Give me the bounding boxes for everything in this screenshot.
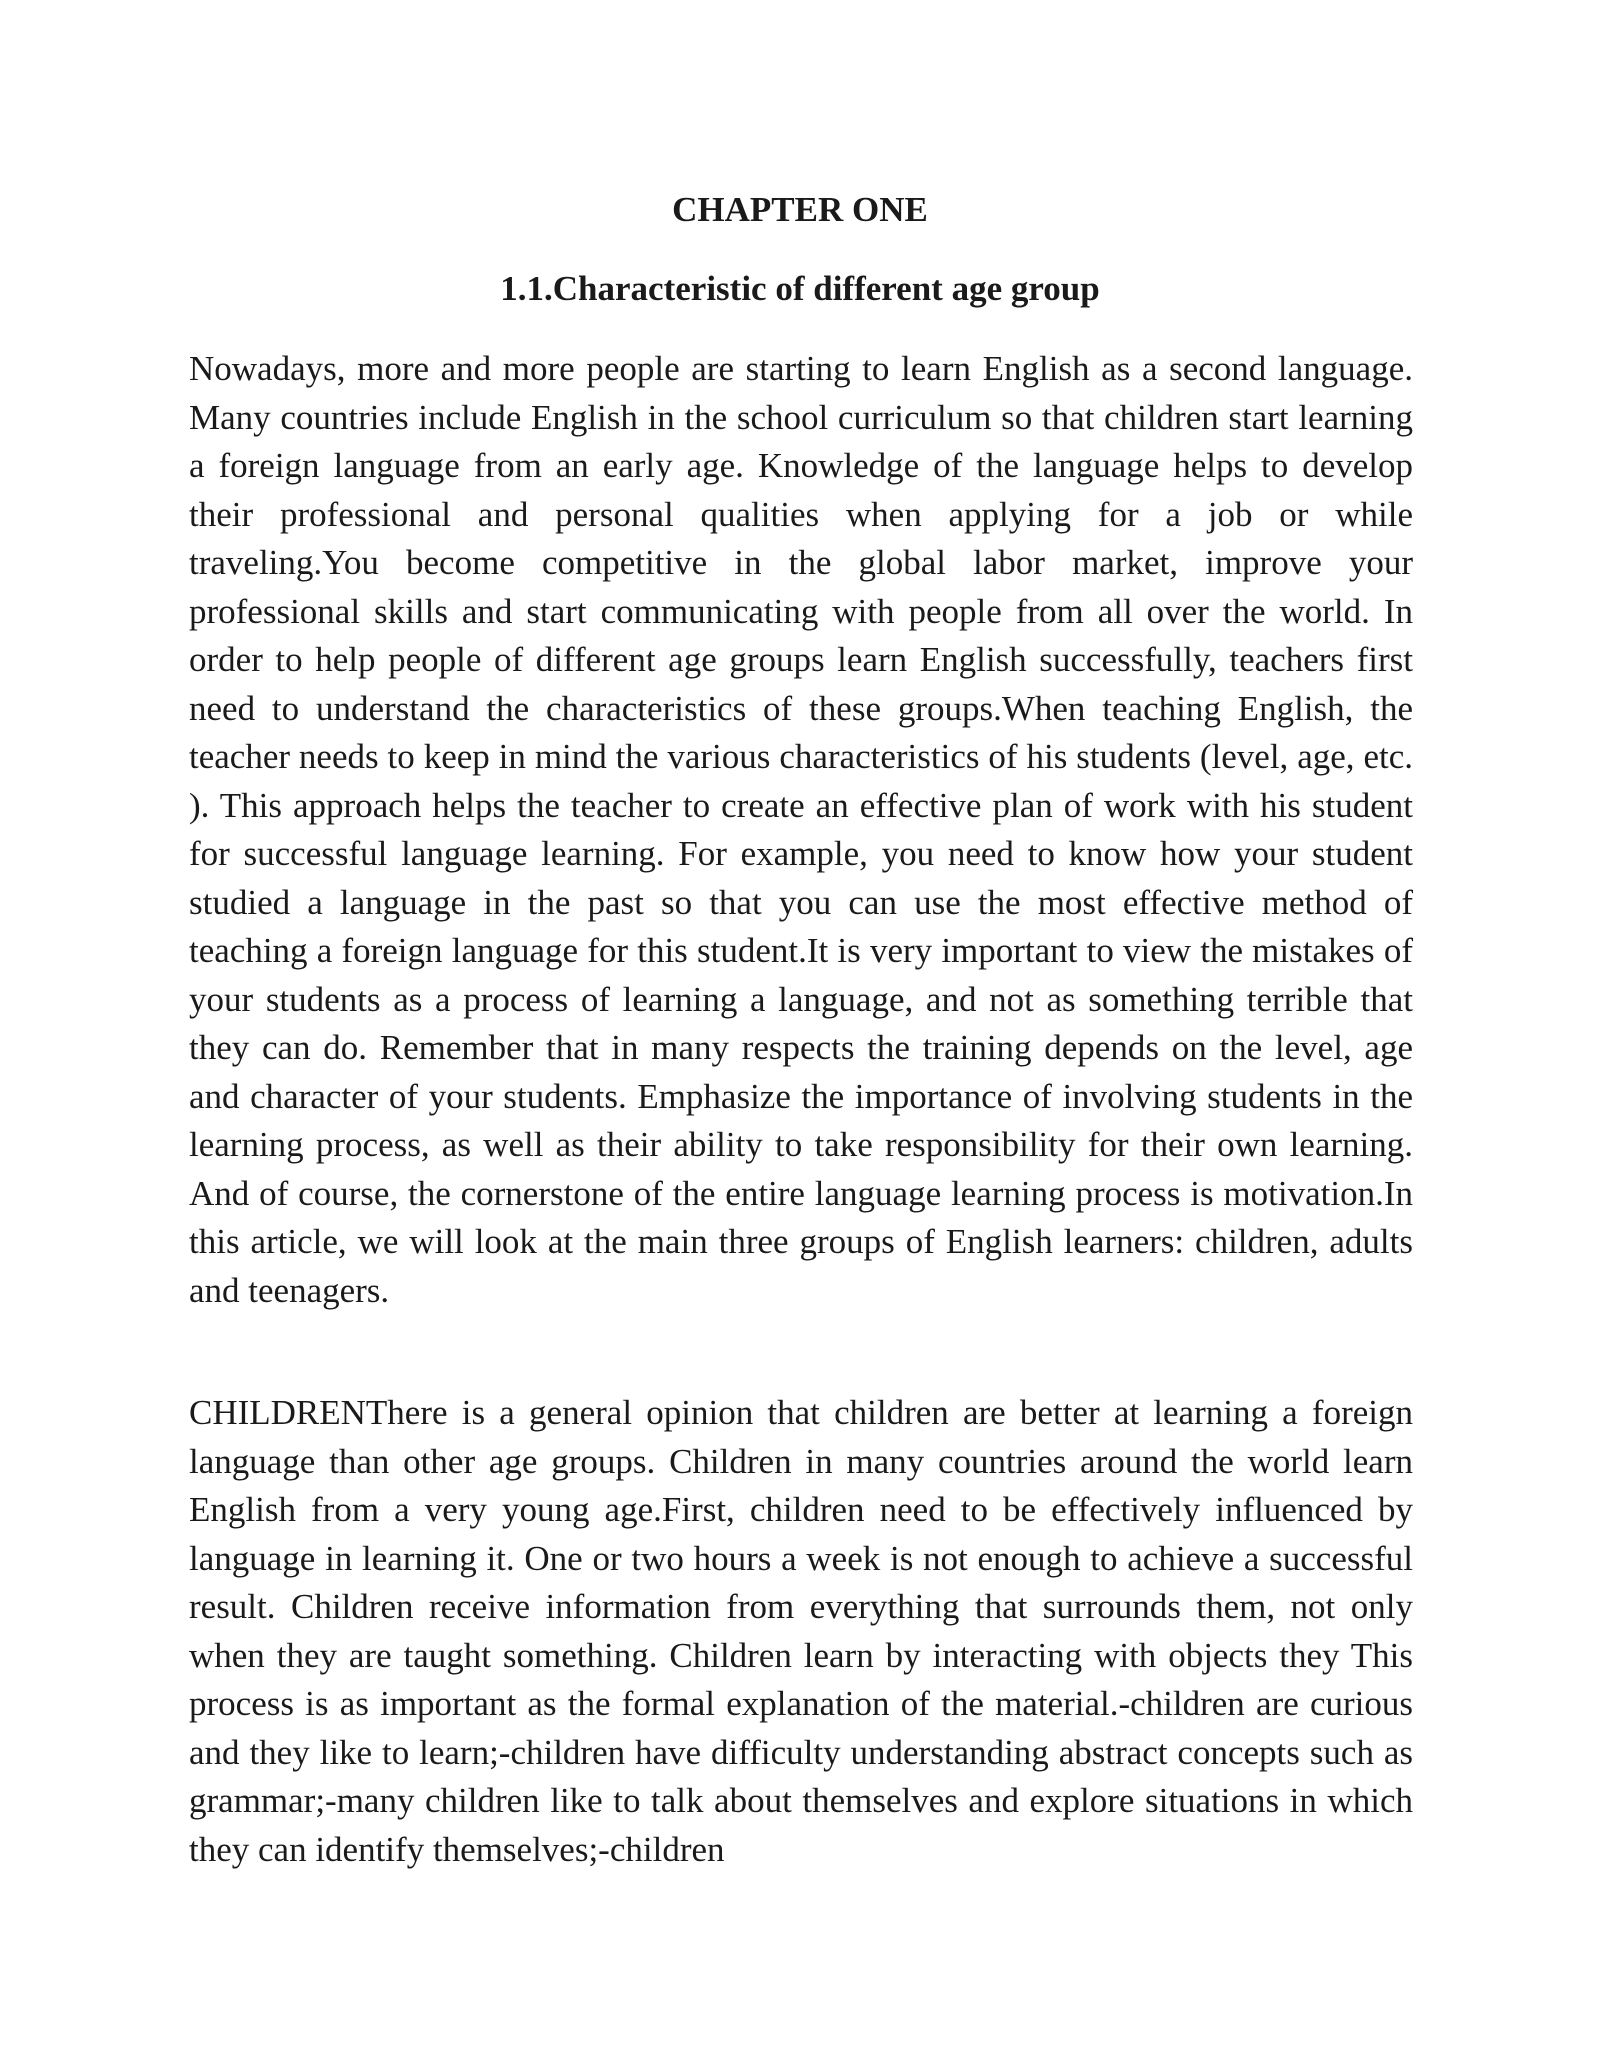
section-heading: 1.1.Characteristic of different age group xyxy=(500,269,1100,308)
paragraph-intro: Nowadays, more and more people are starting to learn English as a second language. Many countries include English in the school curriculum so that children start learning a foreign language from an early age. Knowledge of the language helps to develop their professional and personal qualities when applying for a job or while traveling.You become competitive in the global labor market, improve your professional skills and start communicating with people from all over the world. In order to help people of different age groups learn English successfully, teachers first need to understand the characteristics of these groups.When teaching English, the teacher needs to keep in mind the various characteristics of his students (level, age, etc. ). This approach helps the teacher to create an effective plan of work with his student for successful language learning. For example, you need to know how your student studied a language in the past so that you can use the most effective method of teaching a foreign language for this student.It is very important to view the mistakes of your students as a process of learning a language, and not as something terrible that they can do. Remember that in many respects the training depends on the level, age and character of your students. Emphasize the importance of involving students in the learning process, as well as their ability to take responsibility for their own learning. And of course, the cornerstone of the entire language learning process is motivation.In this article, we will look at the main three groups of English learners: children, adults and teenagers. xyxy=(189,349,1413,1310)
chapter-title: CHAPTER ONE xyxy=(672,190,928,229)
paragraph-children: CHILDRENThere is a general opinion that children are better at learning a foreign language than other age groups. Children in many countries around the world learn English from a very young age.First, children need to be effectively influenced by language in learning it. One or two hours a week is not enough to achieve a successful result. Children receive information from everything that surrounds them, not only when they are taught something. Children learn by interacting with objects they This process is as important as the formal explanation of the material.-children are curious and they like to learn;-children have difficulty understanding abstract concepts such as grammar;-many children like to talk about themselves and explore situations in which they can identify themselves;-children xyxy=(189,1393,1413,1869)
